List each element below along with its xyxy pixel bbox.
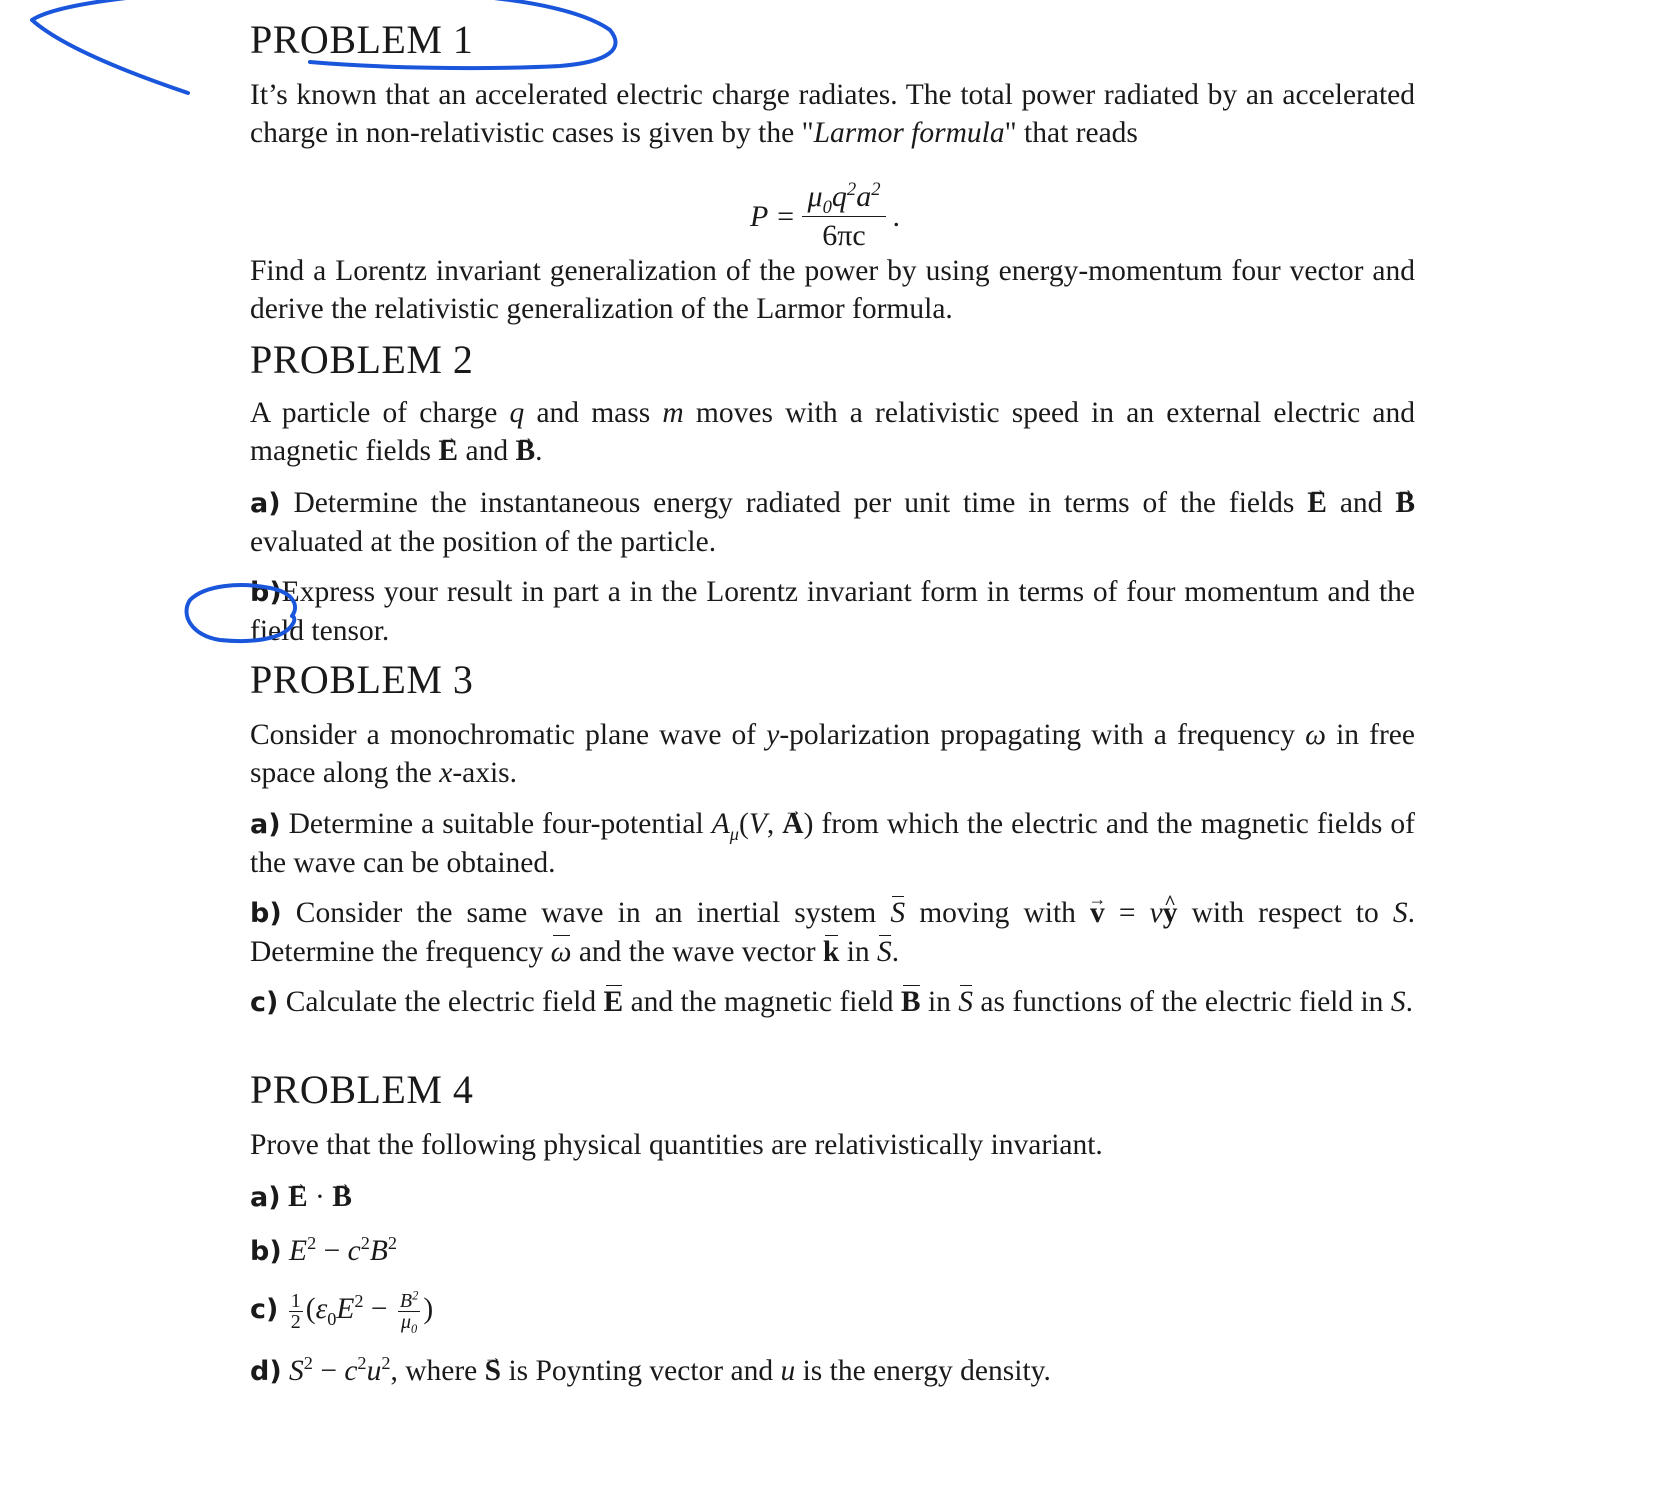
problem-1-title: PROBLEM 1 [250, 17, 474, 62]
problem-4-title: PROBLEM 4 [250, 1067, 474, 1112]
formula-numerator: $\mu_0q^2a^2$ [802, 180, 887, 217]
problem-1-intro-emphasis: Larmor formula [813, 117, 1005, 149]
item-marker: b) [250, 898, 282, 929]
formula-lhs: P = [750, 199, 796, 233]
item-marker: c) [250, 1294, 279, 1325]
formula-fraction [802, 180, 887, 253]
item-text: Express your result in part a in the Lorentz invariant form in terms of four momentum and the field tensor. [250, 576, 1415, 647]
problem-1-intro-part1: It’s known that an accelerated electric charge radiates. The total power radiated by an accelerated charge in non-relativistic cases is given by the " [250, 79, 1415, 149]
problem-4-intro: Prove that the following physical quantities are relativistically invariant. [250, 1129, 1103, 1161]
problem-3-item-a: a) Determine a suitable four-potential $A_\mu(V$, → A) from which the electric and the magnetic fields of the wave can be obtained. [250, 805, 1415, 882]
problem-4-item-d: d) $S^2 - c^2u^2$, where → S is Poynting vector and u is the energy density. [250, 1352, 1415, 1391]
problem-2-item-a: a) Determine the instantaneous energy radiated per unit time in terms of the fields → E and → B evaluated at the position of the particle. [250, 484, 1415, 561]
problem-4-item-b: b) $E^2 - c^2B^2$ [250, 1233, 398, 1267]
formula-denominator: 6πc [822, 219, 866, 252]
problem-1-outro: Find a Lorentz invariant generalization of the power by using energy-momentum four vector and derive the relativistic generalization of the Larmor formula. [250, 255, 1415, 325]
problem-1-intro [250, 76, 1415, 152]
item-marker: a) [250, 488, 281, 519]
problem-2-intro: A particle of charge q and mass m moves with a relativistic speed in an external electric and magnetic fields → E and → B. [250, 394, 1415, 470]
problem-2-item-b [250, 573, 1415, 650]
problem-4-item-a: a) → E · → B [250, 1178, 1415, 1217]
item-marker: c) [250, 987, 279, 1018]
item-marker: d) [250, 1356, 282, 1387]
item-marker: a) [250, 809, 281, 840]
problem-3-intro: Consider a monochromatic plane wave of y-polarization propagating with a frequency ω in free space along the x-axis. [250, 719, 1415, 789]
problem-3-item-c: c) Calculate the electric field E and the magnetic field B in S as functions of the electric field in S. [250, 983, 1415, 1022]
problem-4-item-c: c) $\frac{1}{2}$ ($\varepsilon_0E^2$ − $\frac{B^2}{\mu_0}$ ) [250, 1288, 434, 1336]
problem-3-title: PROBLEM 3 [250, 657, 474, 702]
item-marker: a) [250, 1182, 281, 1213]
problem-1-intro-part2: " that reads [1004, 117, 1138, 149]
item-marker: b) [250, 1236, 282, 1267]
problem-2-title: PROBLEM 2 [250, 337, 474, 382]
problem-3-item-b: b) Consider the same wave in an inertial system S moving with → v = v^ y with respect to S. Determine the frequency ω and the wave vector k in S. [250, 894, 1415, 971]
item-marker: b) [250, 577, 282, 608]
larmor-formula: P = $\frac{\mu_0q^2a^2}{6\pi c}$ . [750, 179, 900, 252]
